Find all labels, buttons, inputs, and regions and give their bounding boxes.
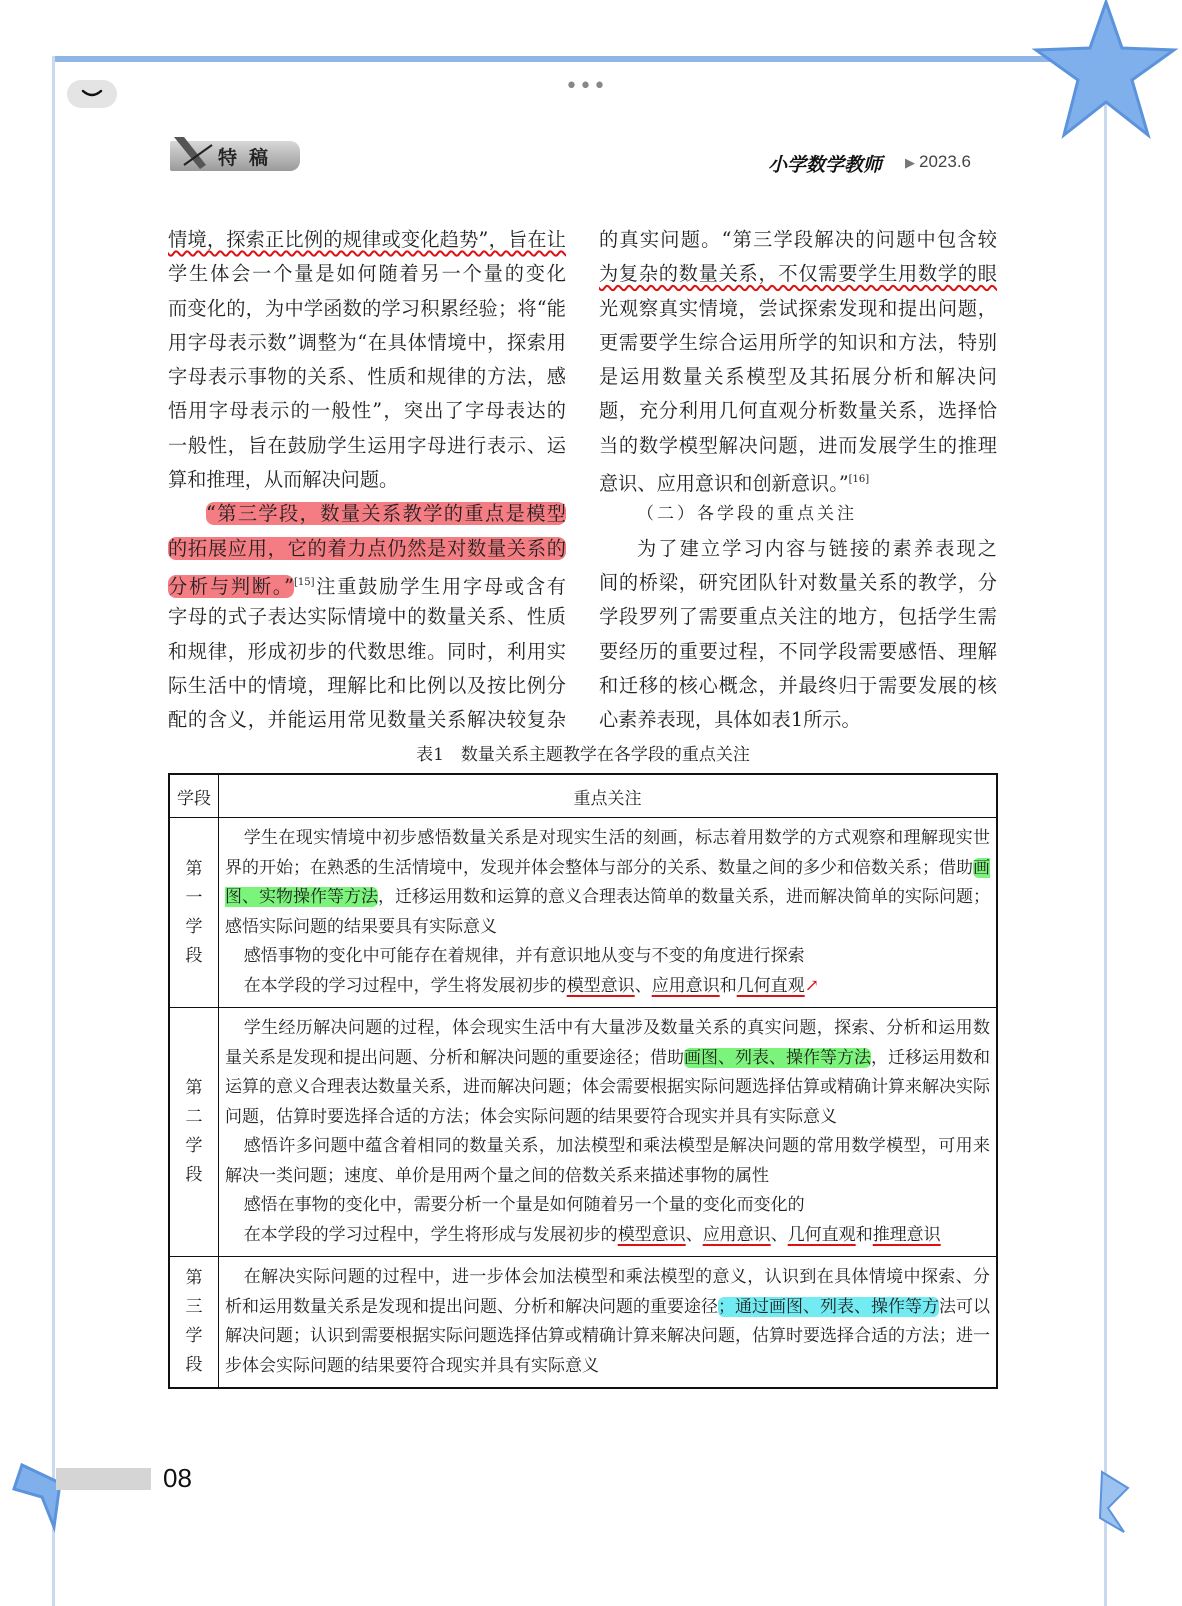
citation: [15] xyxy=(293,576,315,588)
stage-cell: 第 一 学 段 xyxy=(169,818,219,1008)
stage-cell: 第 二 学 段 xyxy=(169,1008,219,1257)
table-header-row xyxy=(169,774,997,818)
arrow-annotation-icon: ↗ xyxy=(804,975,819,996)
text-line: 间的桥梁，研究团队针对数量关系的教学，分 xyxy=(599,570,997,594)
column-header: 学段 xyxy=(169,774,219,818)
page-frame-left xyxy=(52,56,55,1606)
section-tag xyxy=(170,135,302,177)
paragraph: 在解决实际问题的过程中，进一步体会加法模型和乘法模型的意义，认识到在具体情境中探索、分析和运用数量关系是发现和提出问题、分析和解决问题的重要途径；通过画图、列表、操作等方法可以解决问题；认识到需要根据实际问题选择估算或精确计算来解决问题，估算时要选择合适的方法；进一步体会实际问题的结果要符合现实并具有实际意义 xyxy=(225,1267,990,1376)
focus-cell xyxy=(219,1008,998,1257)
page-number-bar xyxy=(56,1468,151,1490)
page-frame-top xyxy=(52,56,1112,62)
paragraph: 感悟许多问题中蕴含着相同的数量关系，加法模型和乘法模型是解决问题的常用数学模型，可用来解决一类问题；速度、单价是用两个量之间的倍数关系来描述事物的属性 xyxy=(225,1136,990,1186)
column-header: 重点关注 xyxy=(219,774,998,818)
paragraph: 感悟事物的变化中可能存在着规律，并有意识地从变与不变的角度进行探索 xyxy=(243,946,805,966)
highlight-green: 画图、列表、操作等方法 xyxy=(684,1047,871,1068)
text-line: 悟用字母表示的一般性”，突出了字母表达的 xyxy=(168,399,566,423)
page-frame-right xyxy=(1104,56,1107,1606)
text-line: 意识、应用意识和创新意识。”[16] xyxy=(599,472,870,496)
text-line: 情境，探索正比例的规律或变化趋势”，旨在让 xyxy=(168,228,566,251)
text-line: 更需要学生综合运用所学的知识和方法，特别 xyxy=(599,330,997,354)
section-tag-label: 特稿 xyxy=(218,147,281,169)
text-line: 和迁移的核心概念，并最终归于需要发展的核 xyxy=(599,673,997,697)
highlight-green: 画图、实物操作等方法 xyxy=(225,857,990,907)
text-line: 一般性，旨在鼓励学生运用字母进行表示、运 xyxy=(168,433,566,457)
highlight-cyan: ；通过画图、列表、操作等方 xyxy=(718,1296,939,1317)
paragraph: 学生在现实情境中初步感悟数量关系是对现实生活的刻画，标志着用数学的方式观察和理解现实世界的开始；在熟悉的生活情境中，发现并体会整体与部分的关系、数量之间的多少和倍数关系；借助画图、实物操作等方法，迁移运用数和运算的意义合理表达简单的数量关系，进而解决简单的实际问题；感悟实际问题的结果要具有实际意义 xyxy=(225,828,990,937)
text-line: 用字母表示数”调整为“在具体情境中，探索用 xyxy=(168,330,566,354)
text-line: 分析与判断。”[15]注重鼓励学生用字母或含有 xyxy=(168,574,566,598)
left-column xyxy=(168,223,566,737)
highlight-red: “第三学段，数量关系教学的重点是模型 xyxy=(206,502,566,526)
stage-cell: 第 三 学 段 xyxy=(169,1257,219,1389)
text-line: 算和推理，从而解决问题。 xyxy=(168,468,399,492)
issue-number: ▶ 2023.6 xyxy=(905,152,971,171)
star-decoration-icon xyxy=(12,1445,82,1535)
subsection-heading: （二）各学段的重点关注 xyxy=(637,504,857,525)
paragraph: 学生经历解决问题的过程，体会现实生活中有大量涉及数量关系的真实问题，探索、分析和运用数量关系是发现和提出问题、分析和解决问题的重要途径；借助画图、列表、操作等方法，迁移运用数和运算的意义合理表达数量关系，进而解决问题；体会需要根据实际问题选择估算或精确计算来解决实际问题，估算时要选择合适的方法；体会实际问题的结果要符合现实并具有实际意义 xyxy=(225,1018,990,1127)
table-row xyxy=(169,1257,997,1389)
text-line: 心素养表现，具体如表1所示。 xyxy=(599,708,861,732)
text-line: 的真实问题。“第三学段解决的问题中包含较 xyxy=(599,228,997,251)
focus-table xyxy=(168,773,998,1389)
focus-cell xyxy=(219,818,998,1008)
text-line xyxy=(168,497,566,531)
pen-icon xyxy=(172,135,218,177)
text-line: 字母的式子表达实际情境中的数量关系、性质 xyxy=(168,605,566,629)
text-line: 际生活中的情境，理解比和比例以及按比例分 xyxy=(168,673,566,697)
star-decoration-icon xyxy=(1098,1468,1138,1538)
citation: [16] xyxy=(848,474,870,486)
page-number: 08 xyxy=(163,1463,192,1493)
issue-label: 2023.6 xyxy=(919,152,971,171)
focus-cell xyxy=(219,1257,998,1389)
text-line: 和规律，形成初步的代数思维。同时，利用实 xyxy=(168,639,566,663)
table-row xyxy=(169,818,997,1008)
text-line: 光观察真实情境，尝试探索发现和提出问题， xyxy=(599,296,997,320)
text-line: 为了建立学习内容与链接的素养表现之 xyxy=(637,536,997,560)
journal-title: 小学数学教师 xyxy=(768,154,883,176)
text-line: 是运用数量关系模型及其拓展分析和解决问 xyxy=(599,365,997,389)
more-options-icon[interactable]: ••• xyxy=(565,74,607,99)
highlight-red: 分析与判断。” xyxy=(168,574,294,598)
text-line: 学段罗列了需要重点关注的地方，包括学生需 xyxy=(599,605,997,629)
text-line: 而变化的，为中学函数的学习积累经验；将“能 xyxy=(168,296,566,320)
right-column xyxy=(599,223,997,737)
text-line: 字母表示事物的关系、性质和规律的方法，感 xyxy=(168,365,566,389)
text-line: 学生体会一个量是如何随着另一个量的变化 xyxy=(168,262,566,286)
highlight-red: 的拓展应用，它的着力点仍然是对数量关系的 xyxy=(168,536,566,560)
paragraph: 在本学段的学习过程中，学生将形成与发展初步的模型意识、应用意识、几何直观和推理意识 xyxy=(243,1224,941,1245)
text-line xyxy=(168,532,566,566)
text-line: 要经历的重要过程，不同学段需要感悟、理解 xyxy=(599,639,997,663)
table-caption: 表1 数量关系主题教学在各学段的重点关注 xyxy=(416,745,750,765)
star-decoration-icon xyxy=(1018,0,1182,150)
text-line: 当的数学模型解决问题，进而发展学生的推理 xyxy=(599,433,997,457)
paragraph: 感悟在事物的变化中，需要分析一个量是如何随着另一个量的变化而变化的 xyxy=(243,1195,805,1215)
text-line: 为复杂的数量关系，不仅需要学生用数学的眼 xyxy=(599,262,997,286)
table-row xyxy=(169,1008,997,1257)
paragraph: 在本学段的学习过程中，学生将发展初步的模型意识、应用意识和几何直观↗ xyxy=(243,975,819,996)
collapse-button[interactable] xyxy=(67,80,117,108)
text-line: 配的含义，并能运用常见数量关系解决较复杂 xyxy=(168,708,566,732)
chevron-down-icon xyxy=(81,89,103,99)
text-line: 题，充分利用几何直观分析数量关系，选择恰 xyxy=(599,399,997,423)
